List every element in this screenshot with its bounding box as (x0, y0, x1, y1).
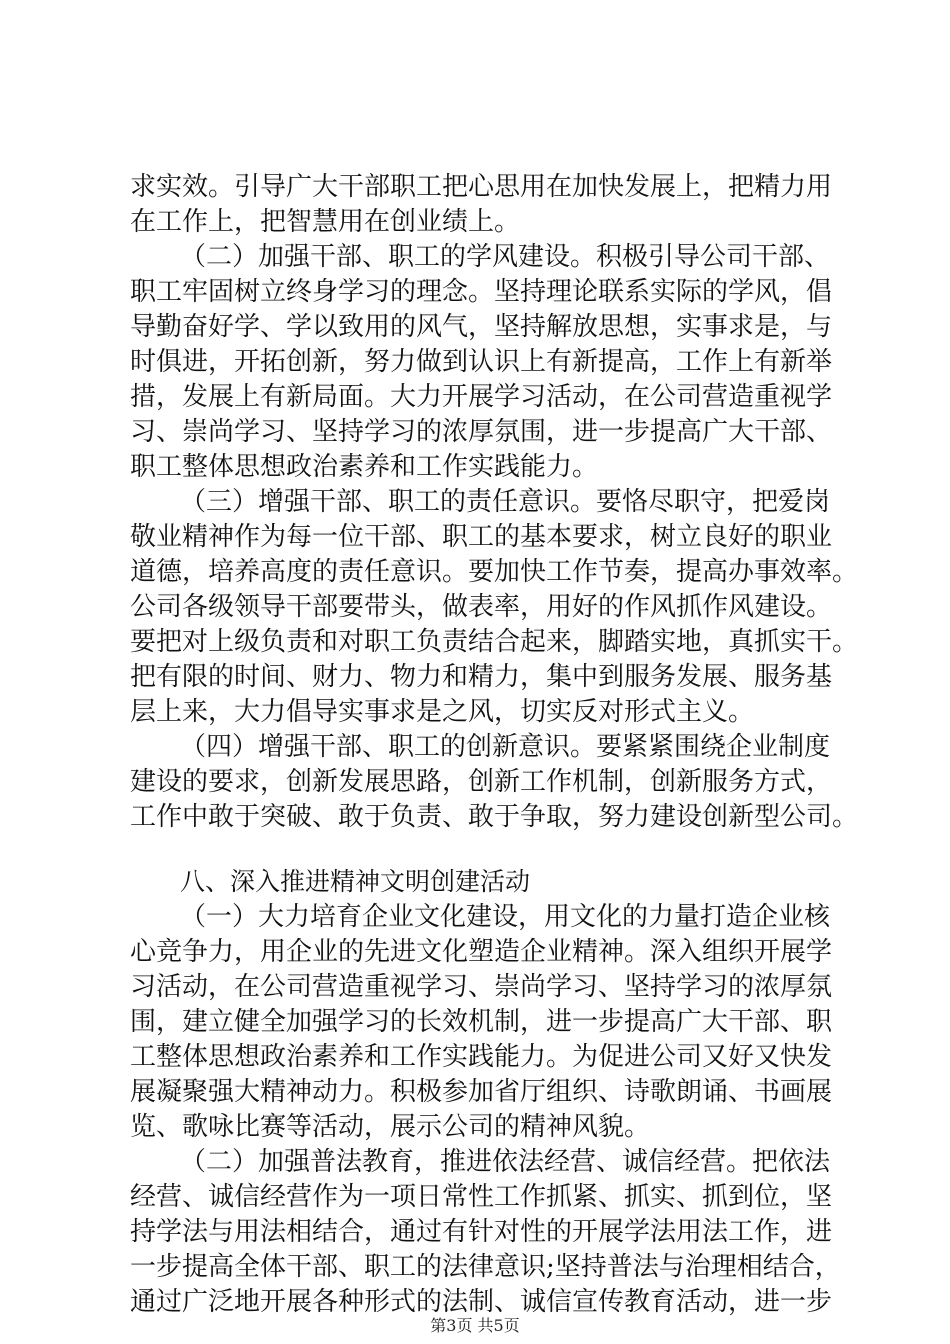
section-heading: 八、深入推进精神文明创建活动 (180, 867, 531, 896)
text-line: 经营、诚信经营作为一项日常性工作抓紧、抓实、抓到位，坚 (130, 1182, 833, 1212)
text-line: 持学法与用法相结合，通过有针对性的开展学法用法工作，进 (130, 1217, 833, 1247)
text-line: 把有限的时间、财力、物力和精力，集中到服务发展、服务基 (130, 662, 833, 692)
text-line: 建设的要求，创新发展思路，创新工作机制，创新服务方式， (130, 767, 833, 797)
text-line: 层上来，大力倡导实事求是之风，切实反对形式主义。 (130, 697, 755, 727)
text-line: 览、歌咏比赛等活动，展示公司的精神风貌。 (130, 1112, 651, 1142)
text-line: 要把对上级负责和对职工负责结合起来，脚踏实地，真抓实干。 (130, 627, 859, 657)
text-line: （四）增强干部、职工的创新意识。要紧紧围绕企业制度 (180, 732, 831, 762)
text-line: 展凝聚强大精神动力。积极参加省厅组织、诗歌朗诵、书画展 (130, 1077, 833, 1107)
text-line: （三）增强干部、职工的责任意识。要恪尽职守，把爱岗 (180, 487, 831, 517)
text-line: 导勤奋好学、学以致用的风气，坚持解放思想，实事求是，与 (130, 312, 833, 342)
text-line: 措，发展上有新局面。大力开展学习活动，在公司营造重视学 (130, 382, 833, 412)
text-line: 一步提高全体干部、职工的法律意识;坚持普法与治理相结合， (130, 1252, 841, 1282)
text-line: 工作中敢于突破、敢于负责、敢于争取，努力建设创新型公司。 (130, 802, 859, 832)
text-line: 习活动，在公司营造重视学习、崇尚学习、坚持学习的浓厚氛 (130, 972, 833, 1002)
page-number: 第3页 共5页 (430, 1316, 520, 1335)
text-line: （一）大力培育企业文化建设，用文化的力量打造企业核 (180, 902, 831, 932)
text-line: （二）加强普法教育，推进依法经营、诚信经营。把依法 (180, 1147, 831, 1177)
text-line: 敬业精神作为每一位干部、职工的基本要求，树立良好的职业 (130, 522, 833, 552)
text-line: 求实效。引导广大干部职工把心思用在加快发展上，把精力用 (130, 172, 833, 202)
text-line: 公司各级领导干部要带头，做表率，用好的作风抓作风建设。 (130, 592, 833, 622)
text-line: 工整体思想政治素养和工作实践能力。为促进公司又好又快发 (130, 1042, 833, 1072)
text-line: 职工牢固树立终身学习的理念。坚持理论联系实际的学风，倡 (130, 277, 833, 307)
text-line: 道德，培养高度的责任意识。要加快工作节奏，提高办事效率。 (130, 557, 859, 587)
text-line: 习、崇尚学习、坚持学习的浓厚氛围，进一步提高广大干部、 (130, 417, 833, 447)
text-line: 心竞争力，用企业的先进文化塑造企业精神。深入组织开展学 (130, 937, 833, 967)
text-line: （二）加强干部、职工的学风建设。积极引导公司干部、 (180, 242, 831, 272)
text-line: 在工作上，把智慧用在创业绩上。 (130, 207, 521, 237)
text-line: 时俱进，开拓创新，努力做到认识上有新提高，工作上有新举 (130, 347, 833, 377)
text-line: 围，建立健全加强学习的长效机制，进一步提高广大干部、职 (130, 1007, 833, 1037)
text-line: 通过广泛地开展各种形式的法制、诚信宣传教育活动，进一步 (130, 1287, 833, 1317)
text-line: 职工整体思想政治素养和工作实践能力。 (130, 452, 599, 482)
